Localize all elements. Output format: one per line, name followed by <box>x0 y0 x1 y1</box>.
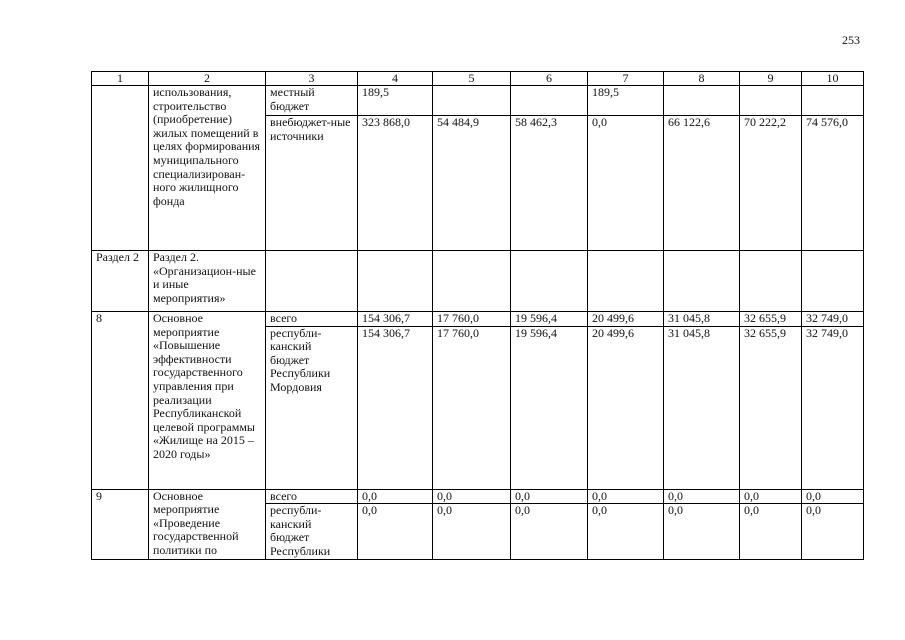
value-cell <box>664 251 740 312</box>
value-cell: 32 749,0 <box>802 312 864 327</box>
value-cell: 0,0 <box>588 116 664 251</box>
value-cell <box>511 251 588 312</box>
value-cell: 154 306,7 <box>358 326 433 489</box>
value-cell: 66 122,6 <box>664 116 740 251</box>
table-row <box>92 312 864 327</box>
funding-source-cell <box>266 251 358 312</box>
value-cell: 323 868,0 <box>358 116 433 251</box>
value-cell: 58 462,3 <box>511 116 588 251</box>
section-number-cell: Раздел 2 <box>92 251 149 312</box>
value-cell: 74 576,0 <box>802 116 864 251</box>
funding-source-cell: всего <box>266 312 358 327</box>
value-cell: 0,0 <box>802 504 864 560</box>
column-header: 9 <box>740 72 802 86</box>
value-cell: 54 484,9 <box>433 116 511 251</box>
value-cell: 189,5 <box>588 86 664 116</box>
value-cell: 0,0 <box>664 504 740 560</box>
value-cell: 32 749,0 <box>802 326 864 489</box>
column-header: 5 <box>433 72 511 86</box>
value-cell: 0,0 <box>802 489 864 504</box>
value-cell: 20 499,6 <box>588 326 664 489</box>
funding-source-cell: местный бюджет <box>266 86 358 116</box>
value-cell: 0,0 <box>358 504 433 560</box>
value-cell: 0,0 <box>511 504 588 560</box>
value-cell: 0,0 <box>511 489 588 504</box>
value-cell: 0,0 <box>433 504 511 560</box>
value-cell: 19 596,4 <box>511 312 588 327</box>
table-row <box>92 86 864 116</box>
value-cell <box>740 251 802 312</box>
row-number-cell <box>92 86 149 251</box>
value-cell: 154 306,7 <box>358 312 433 327</box>
budget-table <box>91 71 864 560</box>
value-cell: 20 499,6 <box>588 312 664 327</box>
row-number-cell: 8 <box>92 312 149 490</box>
value-cell: 31 045,8 <box>664 326 740 489</box>
value-cell: 70 222,2 <box>740 116 802 251</box>
value-cell: 0,0 <box>588 489 664 504</box>
column-header: 2 <box>149 72 266 86</box>
column-header: 6 <box>511 72 588 86</box>
table-row <box>92 489 864 504</box>
column-header: 3 <box>266 72 358 86</box>
measure-name-cell: Основное мероприятие «Повышение эффективности государственного управления при реализации Республиканской целевой программы «Жилище на 2015 – 2020 годы» <box>149 312 266 490</box>
funding-source-cell: республи-канский бюджет Республики Мордовия <box>266 326 358 489</box>
funding-source-cell: республи-канский бюджет Республики <box>266 504 358 560</box>
row-number-cell: 9 <box>92 489 149 560</box>
value-cell <box>433 251 511 312</box>
column-header: 7 <box>588 72 664 86</box>
value-cell: 19 596,4 <box>511 326 588 489</box>
value-cell <box>740 86 802 116</box>
value-cell: 0,0 <box>740 489 802 504</box>
value-cell <box>802 251 864 312</box>
value-cell: 32 655,9 <box>740 326 802 489</box>
column-header: 1 <box>92 72 149 86</box>
value-cell: 32 655,9 <box>740 312 802 327</box>
value-cell <box>433 86 511 116</box>
value-cell: 0,0 <box>664 489 740 504</box>
value-cell: 0,0 <box>588 504 664 560</box>
value-cell <box>511 86 588 116</box>
column-header: 8 <box>664 72 740 86</box>
value-cell: 189,5 <box>358 86 433 116</box>
table-row <box>92 251 864 312</box>
page-number: 253 <box>842 33 860 47</box>
value-cell: 31 045,8 <box>664 312 740 327</box>
value-cell <box>664 86 740 116</box>
value-cell <box>588 251 664 312</box>
column-header: 10 <box>802 72 864 86</box>
value-cell: 17 760,0 <box>433 326 511 489</box>
measure-name-cell: использования, строительство (приобретение) жилых помещений в целях формирования муниципального специализирован-ного жилищного фонда <box>149 86 266 251</box>
value-cell: 0,0 <box>433 489 511 504</box>
measure-name-cell: Основное мероприятие «Проведение государственной политики по <box>149 489 266 560</box>
column-header: 4 <box>358 72 433 86</box>
value-cell: 0,0 <box>740 504 802 560</box>
value-cell <box>358 251 433 312</box>
value-cell: 17 760,0 <box>433 312 511 327</box>
funding-source-cell: внебюджет-ные источники <box>266 116 358 251</box>
value-cell: 0,0 <box>358 489 433 504</box>
funding-source-cell: всего <box>266 489 358 504</box>
section-title-cell: Раздел 2. «Организацион-ные и иные мероприятия» <box>149 251 266 312</box>
value-cell <box>802 86 864 116</box>
header-row <box>92 72 864 86</box>
